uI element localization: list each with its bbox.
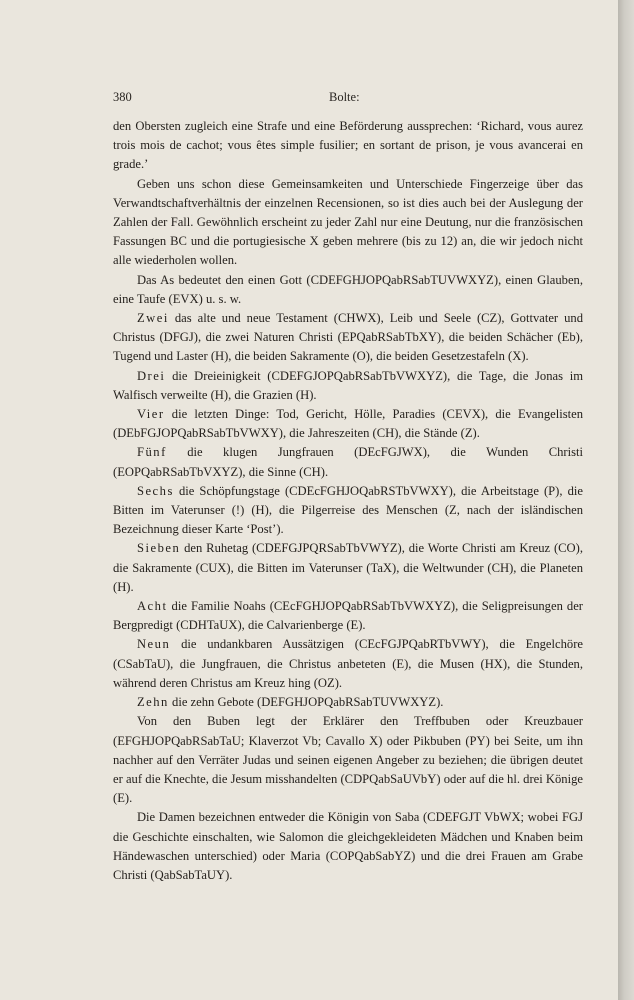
page-edge-shadow bbox=[618, 0, 634, 1000]
paragraph-text: Das As bedeutet den einen Gott (CDEFGHJOPQabRSabTUVWXYZ), einen Glauben, eine Taufe (EVX) u. s. w. bbox=[113, 272, 583, 306]
paragraph-lead: Drei bbox=[136, 368, 166, 383]
paragraph-lead: Zehn bbox=[136, 695, 169, 710]
paragraph-lead: Vier bbox=[136, 407, 165, 422]
paragraph bbox=[113, 367, 583, 405]
page-header bbox=[113, 90, 583, 108]
paragraph bbox=[113, 175, 583, 271]
paragraph-text: die zehn Gebote (DEFGHJOPQabRSabTUVWXYZ). bbox=[168, 695, 444, 710]
paragraph-lead: Sechs bbox=[136, 483, 174, 498]
paragraph-text: die Dreieinigkeit (CDEFGJOPQabRSabTbVWXYZ), die Tage, die Jonas im Walfisch verweilte (H), die Grazien (H). bbox=[113, 368, 583, 402]
paragraph-text: den Ruhetag (CDEFGJPQRSabTbVWYZ), die Worte Christi am Kreuz (CO), die Sakramente (CUX), die Bitten im Vaterunser (TaX), die Weltwunder (CH), die Planeten (H). bbox=[113, 541, 583, 594]
paragraph bbox=[113, 117, 583, 175]
paragraph-text: Die Damen bezeichnen entweder die Königin von Saba (CDEFGJT VbWX; wobei FGJ die Geschichte einschalten, wie Salomon die gleichgekleideten Mädchen und Knaben beim Händewaschen unterschied) oder Maria (COPQabSabYZ) und die drei Frauen am Grabe Christi (QabSabTaUY). bbox=[113, 810, 583, 882]
paragraph bbox=[113, 597, 583, 635]
paragraph-lead: Sieben bbox=[136, 541, 181, 556]
paragraph bbox=[113, 405, 583, 443]
paragraph bbox=[113, 808, 583, 885]
paragraph-text: die undankbaren Aussätzigen (CEcFGJPQabRTbVWY), die Engelchöre (CSabTaU), die Jungfrauen, die Christus anbeteten (E), die Musen (HX), die Stunden, während deren Christus am Kreuz hing (OZ). bbox=[113, 637, 583, 690]
paragraph-lead: Neun bbox=[136, 637, 171, 652]
paragraph-text: die Familie Noahs (CEcFGHJOPQabRSabTbVWXYZ), die Seligpreisungen der Bergpredigt (CDHTaUX), die Calvarienberge (E). bbox=[113, 599, 583, 633]
page-number: 380 bbox=[113, 90, 132, 104]
paragraph bbox=[113, 443, 583, 481]
paragraph bbox=[113, 712, 583, 808]
paragraph-text: Von den Buben legt der Erklärer den Treffbuben oder Kreuzbauer (EFGHJOPQabRSabTaU; Klaverzot Vb; Cavallo X) oder Pikbuben (PY) bei Seite, um ihn nachher auf den Verräter Judas und seinen eigenen Angeber zu beziehen; die übrigen deutet er auf die Knechte, die Jesum misshandelten (CDPQabSaUVbY) oder auf die hl. drei Könige (E). bbox=[113, 714, 583, 806]
paragraph-lead: Zwei bbox=[136, 311, 169, 326]
body-text bbox=[113, 117, 583, 885]
paragraph bbox=[113, 309, 583, 367]
paragraph bbox=[113, 693, 583, 712]
paragraph-text: das alte und neue Testament (CHWX), Leib und Seele (CZ), Gottvater und Christus (DFGJ), die zwei Naturen Christi (EPQabRSabTbXY), die beiden Schächer (Eb), Tugend und Laster (H), die beiden Sakramente (O), die beiden Gesetzestafeln (X). bbox=[113, 311, 583, 364]
paragraph bbox=[113, 635, 583, 693]
running-title: Bolte: bbox=[329, 90, 360, 104]
paragraph-text: den Obersten zugleich eine Strafe und eine Beförderung aussprechen: ‘Richard, vous aurez trois mois de cachot; vous êtes simple fusilier; en sortant de prison, je vous avancerai en grade.’ bbox=[113, 119, 583, 172]
paragraph bbox=[113, 482, 583, 540]
paragraph-text: die letzten Dinge: Tod, Gericht, Hölle, Paradies (CEVX), die Evangelisten (DEbFGJOPQabRSabTbVWXY), die Jahreszeiten (CH), die Stände (Z). bbox=[113, 407, 583, 441]
paragraph-text: die klugen Jungfrauen (DEcFGJWX), die Wunden Christi (EOPQabRSabTbVXYZ), die Sinne (CH). bbox=[113, 445, 583, 479]
paragraph-lead: Fünf bbox=[136, 445, 167, 460]
paragraph-lead: Acht bbox=[136, 599, 168, 614]
paragraph-text: Geben uns schon diese Gemeinsamkeiten und Unterschiede Fingerzeige über das Verwandtschaftverhältnis der einzelnen Recensionen, so ist dies auch bei der Auslegung der Zahlen der Fall. Gewöhnlich erscheint zu jeder Zahl nur eine Deutung, nur die französischen Fassungen BC und die portugiesische X geben mehrere (bis zu 12) an, die wir jedoch nicht alle wiederholen wollen. bbox=[113, 176, 583, 268]
paragraph bbox=[113, 271, 583, 309]
paragraph-text: die Schöpfungstage (CDEcFGHJOQabRSTbVWXY), die Arbeitstage (P), die Bitten im Vaterunser (!) (H), die Pilgerreise des Menschen (Z, nach der isländischen Bezeichnung dieser Karte ‘Post’). bbox=[113, 483, 583, 537]
paragraph bbox=[113, 539, 583, 597]
